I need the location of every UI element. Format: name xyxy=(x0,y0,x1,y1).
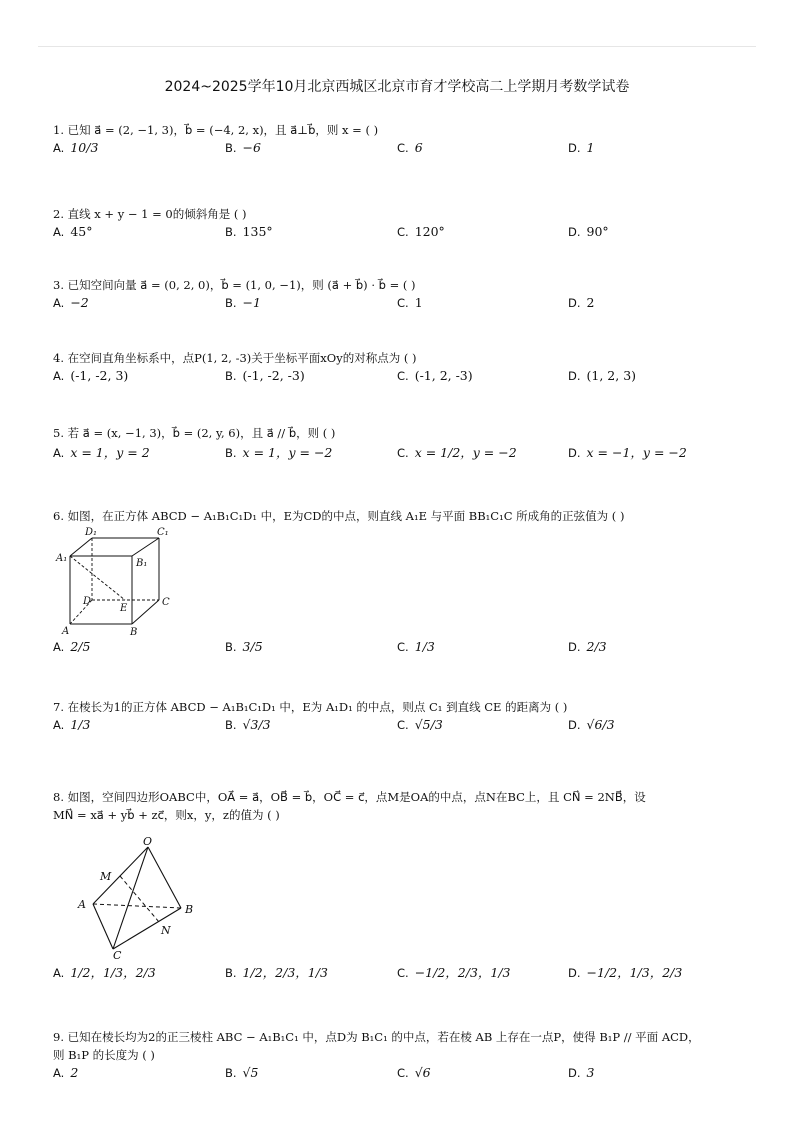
option-b[interactable]: B. −1 xyxy=(225,295,261,310)
tetrahedron-figure xyxy=(73,834,203,960)
label-d1: D₁ xyxy=(85,527,98,538)
option-c[interactable]: C. 120° xyxy=(397,224,445,239)
question-9 xyxy=(53,1028,753,1105)
question-2 xyxy=(53,205,753,264)
label-a1: A₁ xyxy=(56,553,68,564)
label-c1: C₁ xyxy=(157,527,169,538)
option-c[interactable]: C. 1/3 xyxy=(397,639,435,654)
option-d[interactable]: D. 90° xyxy=(568,224,609,239)
options-row xyxy=(53,963,753,1003)
option-a[interactable]: A. (-1, -2, 3) xyxy=(53,368,129,383)
option-b[interactable]: B. 135° xyxy=(225,224,273,239)
option-d[interactable]: D. √6/3 xyxy=(568,717,615,732)
question-stem: 5. 若 a⃗ = (x, −1, 3)，b⃗ = (2, y, 6)，且 a⃗ // b⃗，则 ( ) xyxy=(53,426,336,440)
option-a[interactable]: A. 2 xyxy=(53,1065,79,1080)
question-4 xyxy=(53,349,753,408)
question-7 xyxy=(53,698,753,757)
question-stem: 6. 如图，在正方体 ABCD − A₁B₁C₁D₁ 中，E为CD的中点，则直线 A₁E 与平面 BB₁C₁C 所成角的正弦值为 ( ) xyxy=(53,509,625,523)
option-c[interactable]: C. 1 xyxy=(397,295,423,310)
question-stem: 8. 如图，空间四边形OABC中，OA⃗ = a⃗，OB⃗ = b⃗，OC⃗ = c⃗，点M是OA的中点，点N在BC上，且 CN⃗ = 2NB⃗，设 xyxy=(53,790,646,804)
options-row xyxy=(53,368,753,408)
option-b[interactable]: B. −6 xyxy=(225,140,261,155)
option-b[interactable]: B. √3/3 xyxy=(225,717,271,732)
label-c: C xyxy=(162,597,170,608)
option-b[interactable]: B. 3/5 xyxy=(225,639,263,654)
question-stem: 9. 已知在棱长均为2的正三棱柱 ABC − A₁B₁C₁ 中，点D为 B₁C₁ 的中点，若在棱 AB 上存在一点P，使得 B₁P // 平面 ACD， xyxy=(53,1030,700,1044)
option-d[interactable]: D. 3 xyxy=(568,1065,595,1080)
option-d[interactable]: D. −1/2，1/3，2/3 xyxy=(568,965,683,980)
label-c: C xyxy=(113,949,122,960)
cube-figure xyxy=(55,524,180,638)
question-3 xyxy=(53,276,753,335)
label-a: A xyxy=(78,898,86,911)
option-d[interactable]: D. (1, 2, 3) xyxy=(568,368,637,383)
options-row xyxy=(53,639,753,679)
page-title: 2024~2025学年10月北京西城区北京市育才学校高二上学期月考数学试卷 xyxy=(164,79,630,95)
option-b[interactable]: B. √5 xyxy=(225,1065,259,1080)
question-stem: 2. 直线 x + y − 1 = 0的倾斜角是 ( ) xyxy=(53,207,247,221)
option-a[interactable]: A. 1/3 xyxy=(53,717,91,732)
question-stem: 1. 已知 a⃗ = (2, −1, 3)，b⃗ = (−4, 2, x)，且 a⃗⊥b⃗，则 x = ( ) xyxy=(53,123,379,137)
option-a[interactable]: A. 1/2，1/3，2/3 xyxy=(53,965,156,980)
question-8-options xyxy=(53,962,753,1003)
option-c[interactable]: C. (-1, 2, -3) xyxy=(397,368,473,383)
label-a: A xyxy=(62,626,70,637)
label-m: M xyxy=(100,870,112,883)
label-d: D xyxy=(83,596,92,607)
options-row xyxy=(53,443,753,483)
option-b[interactable]: B. x = 1，y = −2 xyxy=(225,445,333,460)
option-a[interactable]: A. 45° xyxy=(53,224,93,239)
question-6-options xyxy=(53,638,753,679)
options-row xyxy=(53,1065,753,1105)
options-row xyxy=(53,140,753,180)
question-5 xyxy=(53,424,753,483)
option-a[interactable]: A. 10/3 xyxy=(53,140,99,155)
option-d[interactable]: D. 2 xyxy=(568,295,595,310)
options-row xyxy=(53,295,753,335)
question-stem-line2: MN⃗ = xa⃗ + yb⃗ + zc⃗，则x，y，z的值为 ( ) xyxy=(53,808,280,822)
option-c[interactable]: C. −1/2，2/3，1/3 xyxy=(397,965,511,980)
label-b: B xyxy=(185,903,194,916)
option-b[interactable]: B. (-1, -2, -3) xyxy=(225,368,305,383)
option-c[interactable]: C. x = 1/2，y = −2 xyxy=(397,445,517,460)
option-a[interactable]: A. −2 xyxy=(53,295,89,310)
question-stem: 3. 已知空间向量 a⃗ = (0, 2, 0)，b⃗ = (1, 0, −1)，则 (a⃗ + b⃗) · b⃗ = ( ) xyxy=(53,278,416,292)
option-c[interactable]: C. 6 xyxy=(397,140,423,155)
option-c[interactable]: C. √6 xyxy=(397,1065,431,1080)
question-8 xyxy=(53,788,753,824)
option-d[interactable]: D. 2/3 xyxy=(568,639,607,654)
option-a[interactable]: A. 2/5 xyxy=(53,639,91,654)
option-b[interactable]: B. 1/2，2/3，1/3 xyxy=(225,965,328,980)
header-divider xyxy=(38,46,756,47)
option-d[interactable]: D. 1 xyxy=(568,140,595,155)
question-1 xyxy=(53,121,753,180)
option-d[interactable]: D. x = −1，y = −2 xyxy=(568,445,687,460)
question-stem-line2: 则 B₁P 的长度为 ( ) xyxy=(53,1048,155,1062)
question-6 xyxy=(53,507,753,525)
label-b1: B₁ xyxy=(136,558,148,569)
options-row xyxy=(53,717,753,757)
label-b: B xyxy=(130,627,138,638)
option-c[interactable]: C. √5/3 xyxy=(397,717,443,732)
label-n: N xyxy=(161,924,171,937)
question-stem: 7. 在棱长为1的正方体 ABCD − A₁B₁C₁D₁ 中，E为 A₁D₁ 的中点，则点 C₁ 到直线 CE 的距离为 ( ) xyxy=(53,700,568,714)
options-row xyxy=(53,224,753,264)
label-o: O xyxy=(143,835,153,848)
label-e: E xyxy=(120,603,128,614)
option-a[interactable]: A. x = 1，y = 2 xyxy=(53,445,150,460)
question-stem: 4. 在空间直角坐标系中，点P(1, 2, -3)关于坐标平面xOy的对称点为 ( ) xyxy=(53,351,417,365)
